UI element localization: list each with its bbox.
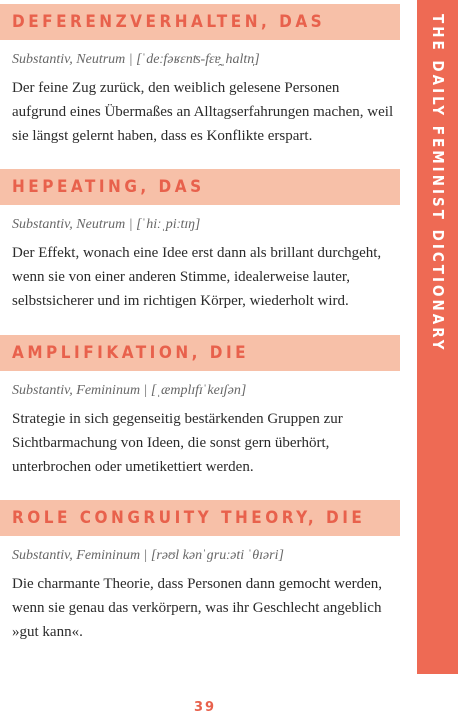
side-tab <box>417 0 458 674</box>
headword: DEFERENZVERHALTEN, DAS <box>12 12 326 32</box>
headword: ROLE CONGRUITY THEORY, DIE <box>12 508 366 528</box>
definition-text: Strategie in sich gegenseitig bestärkenden Gruppen zur Sichtbarmachung von Ideen, die sonst gern überhört, unterbrochen oder umetikettiert werden. <box>12 411 343 475</box>
headword: HEPEATING, DAS <box>12 177 205 197</box>
grammar-info: Substantiv, Femininum | [rəʊl kənˈɡruːəti ˈθɪəri] <box>12 548 284 563</box>
entry-role-congruity-theory <box>0 500 400 644</box>
grammar-info: Substantiv, Femininum | [ˌæmplɪfɪˈkeɪʃən] <box>12 383 247 398</box>
entry-amplifikation <box>0 335 400 479</box>
headword-bar <box>0 4 400 40</box>
grammar-info: Substantiv, Neutrum | [ˈhiːˌpiːtɪŋ] <box>12 217 201 232</box>
definition-text: Der feine Zug zurück, den weiblich gelesene Personen aufgrund eines Übermaßes an Alltagserfahrungen machen, weil sie längst gelernt haben, dass es Konflikte erspart. <box>12 80 394 144</box>
headword-bar <box>0 335 400 371</box>
definition-text: Der Effekt, wonach eine Idee erst dann als brillant durchgeht, wenn sie von einer anderen Stimme, idealerweise lauter, selbstsicherer und im richtigen Körper, wiederholt wird. <box>12 245 382 309</box>
headword-bar <box>0 169 400 205</box>
definition-text: Die charmante Theorie, dass Personen dann gemocht werden, wenn sie genau das verkörpern, was ihr Geschlecht angeblich »gut kann«. <box>12 576 383 640</box>
book-title: THE DAILY FEMINIST DICTIONARY <box>429 14 447 353</box>
entry-hepeating <box>0 169 400 313</box>
page-number: 39 <box>193 700 217 715</box>
headword: AMPLIFIKATION, DIE <box>12 343 250 363</box>
grammar-info: Substantiv, Neutrum | [ˈdeːfəʁɛnʦ-fɛɐ̯ˌhaltn̩] <box>12 52 260 67</box>
headword-bar <box>0 500 400 536</box>
entry-deferenzverhalten <box>0 4 400 148</box>
